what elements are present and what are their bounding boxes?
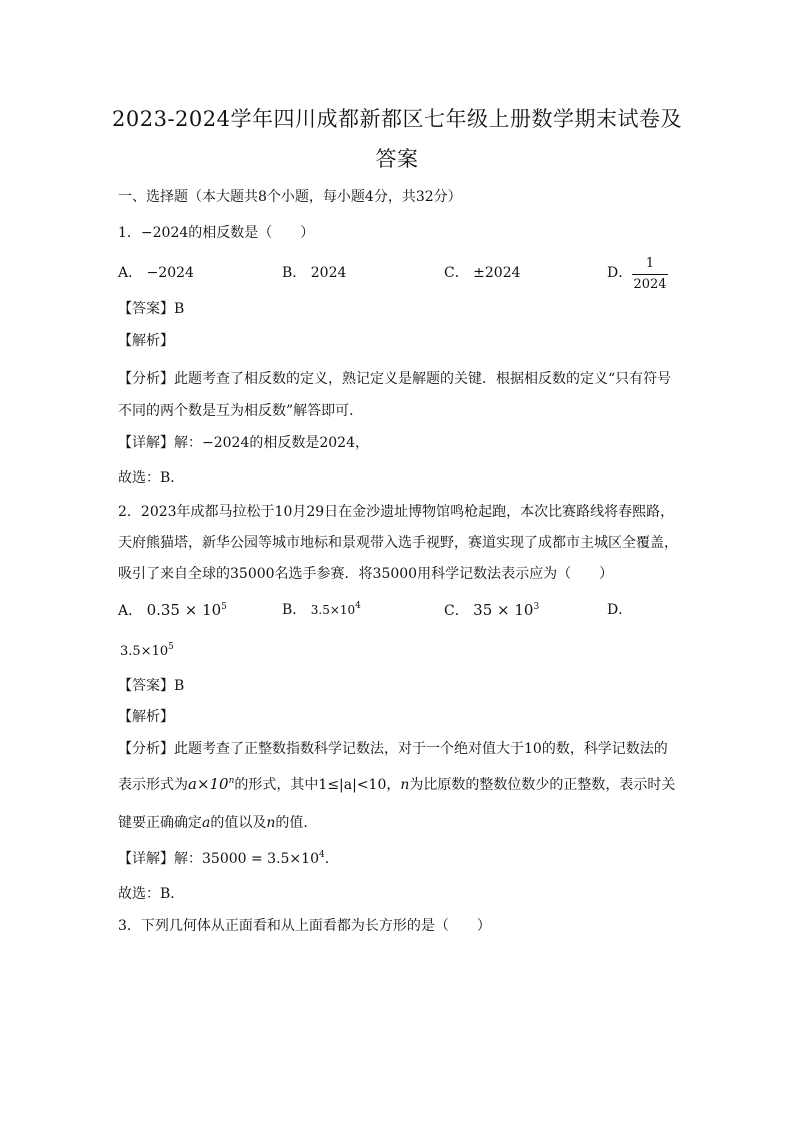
q3-stem: 3．下列几何体从正面看和从上面看都为长方形的是（ ）: [118, 918, 491, 934]
q2-detail: 【详解】解：$35000 = 3.5\times 10^4$．: [118, 850, 339, 867]
q1-answer: 【答案】B: [118, 301, 185, 317]
q2-stem-line2: 天府熊猫塔，新华公园等城市地标和景观带入选手视野，赛道实现了成都市主城区全覆盖，: [118, 535, 678, 551]
section-heading: 一、选择题（本大题共8个小题，每小题4分，共32分）: [118, 189, 462, 205]
q1-option-d-label: D．: [607, 265, 633, 281]
question-number: 1．: [118, 225, 141, 241]
document-title-line1: 2023-2024学年四川成都新都区七年级上册数学期末试卷及: [112, 107, 682, 131]
q2-analysis-line1: 【分析】此题考查了正整数指数科学记数法，对于一个绝对值大于10的数，科学记数法的: [118, 741, 668, 757]
q1-option-a: A． −2024: [118, 265, 194, 281]
fraction-numerator: 1: [632, 255, 668, 275]
q1-analysis-heading: 【解析】: [118, 333, 174, 349]
q1-choice: 故选：B．: [118, 470, 185, 486]
q2-analysis-heading: 【解析】: [118, 709, 174, 725]
q1-option-d-fraction: [632, 255, 668, 294]
q2-option-d: $3.5\times 10^5$: [120, 642, 174, 659]
question-1-expression: −2024: [140, 225, 189, 241]
q2-analysis-line2: 表示形式为$a\times 10^n$的形式，其中1≤|a|<10，n为比原数的整数位数少的正整数，表示时关: [118, 775, 676, 793]
q1-option-b: B． 2024: [282, 265, 347, 281]
q2-option-a: A． $0.35 \times 10^5$: [118, 601, 227, 619]
q2-stem-line3: 吸引了来自全球的35000名选手参赛．将35000用科学记数法表示应为（ ）: [118, 566, 614, 582]
q1-analysis-line2: 不同的两个数是互为相反数”解答即可．: [118, 403, 364, 419]
q1-analysis-line1: 【分析】此题考查了相反数的定义，熟记定义是解题的关键．根据相反数的定义“只有符号: [118, 371, 672, 387]
question-1-stem: [118, 223, 688, 243]
question-1-text: 的相反数是（ ）: [188, 225, 315, 241]
q1-option-c: C． ±2024: [444, 265, 521, 281]
q2-option-d-label: D．: [607, 602, 633, 618]
document-title-line2: 答案: [375, 147, 419, 171]
q2-answer: 【答案】B: [118, 678, 185, 694]
q2-choice: 故选：B．: [118, 886, 185, 902]
q1-detail: 【详解】解：−2024的相反数是2024，: [118, 435, 369, 451]
q2-option-c: C． $35 \times 10^3$: [444, 601, 540, 619]
fraction-denominator: 2024: [633, 277, 667, 292]
q2-stem-line1: 2．2023年成都马拉松于10月29日在金沙遗址博物馆鸣枪起跑，本次比赛路线将春熙路，: [118, 504, 675, 520]
q2-analysis-line3: 键要正确确定a的值以及n的值．: [118, 815, 318, 831]
q2-option-b: B． $3.5\times 10^4$: [282, 601, 361, 618]
